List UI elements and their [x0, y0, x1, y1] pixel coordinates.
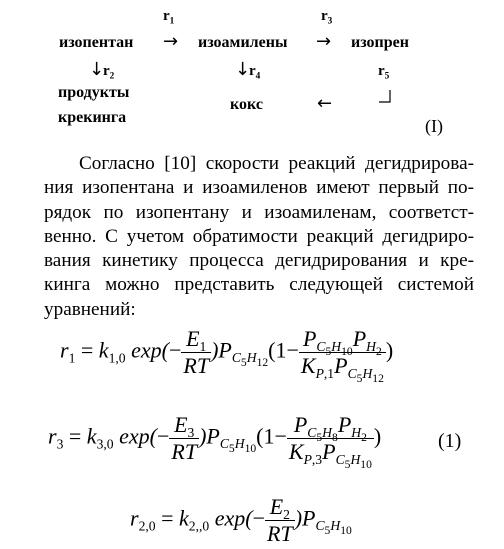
cracking-products-line1: продукты — [58, 84, 130, 101]
isoamylenes-term: изоамилены — [198, 34, 288, 51]
arrow-right-icon: → — [316, 31, 332, 52]
scheme-label: (I) — [425, 116, 443, 136]
paragraph-line: вания кинетику процесса дегидрирования и кре- — [44, 250, 474, 272]
paragraph-line: ния изопентана и изоамиленов имеют первый по- — [44, 177, 474, 199]
equation-r2: $r_{2,0} = k_{2,,0}$ exp(− $\frac{E_2}{RT}$ )$P_{C_5H_{10}}$ — [130, 494, 352, 546]
rate-r4-label: $r_4$ — [249, 63, 261, 82]
corner-arrow-icon — [378, 90, 392, 106]
rate-r2-label: $r_2$ — [103, 63, 115, 82]
fraction: $\frac{P_{C_5H_8}P_{H_2}}{K_{P,3}P_{C_5H_{10}}}$ — [288, 412, 372, 471]
fraction: $\frac{E_2}{RT}$ — [267, 494, 293, 546]
arrow-left-icon: ← — [317, 93, 333, 114]
fraction: $\frac{E_1}{RT}$ — [183, 326, 210, 378]
coke-term: кокс — [230, 96, 263, 113]
arrow-right-icon: → — [163, 31, 179, 52]
rate-r5-label: $r_5$ — [378, 63, 390, 82]
paragraph-line: рядок по изопентану и изоамиленам, соответст- — [44, 201, 474, 223]
arrow-down-icon: ↓ — [89, 59, 105, 80]
paragraph-line: кинга можно представить следующей системой — [44, 274, 474, 296]
paragraph-line: уравнений: — [44, 298, 136, 320]
paragraph-line: Согласно [10] скорости реакций дегидрирова- — [79, 153, 474, 174]
isopentane-term: изопентан — [59, 34, 134, 51]
equation-label: (1) — [438, 430, 462, 452]
equation-r1: $r_1 = k_{1,0}$ exp(− $\frac{E_1}{RT}$ )$P_{C_5H_{12}}(1-$ $\frac{P_{C_5H_{10}}P_{H_2}}{K_{P,1}P_{C_5H_{12}}}$ ) — [60, 326, 394, 385]
cracking-products-line2: крекинга — [58, 109, 127, 126]
fraction: $\frac{P_{C_5H_{10}}P_{H_2}}{K_{P,1}P_{C_5H_{12}}}$ — [300, 326, 384, 385]
fraction: $\frac{E_3}{RT}$ — [171, 412, 198, 464]
body-paragraph — [44, 152, 474, 322]
rate-r1-label: $r_1$ — [163, 8, 175, 27]
arrow-down-icon: ↓ — [235, 59, 251, 80]
paragraph-line: венно. С учетом обратимости реакций дегидриро- — [44, 225, 474, 247]
equation-r3: $r_3 = k_{3,0}$ exp(− $\frac{E_3}{RT}$ )$P_{C_5H_{10}}(1-$ $\frac{P_{C_5H_8}P_{H_2}}{K_{P,3}P_{C_5H_{10}}}$ ) — [48, 412, 382, 471]
isoprene-term: изопрен — [351, 34, 409, 51]
rate-r3-label: $r_3$ — [321, 8, 333, 27]
